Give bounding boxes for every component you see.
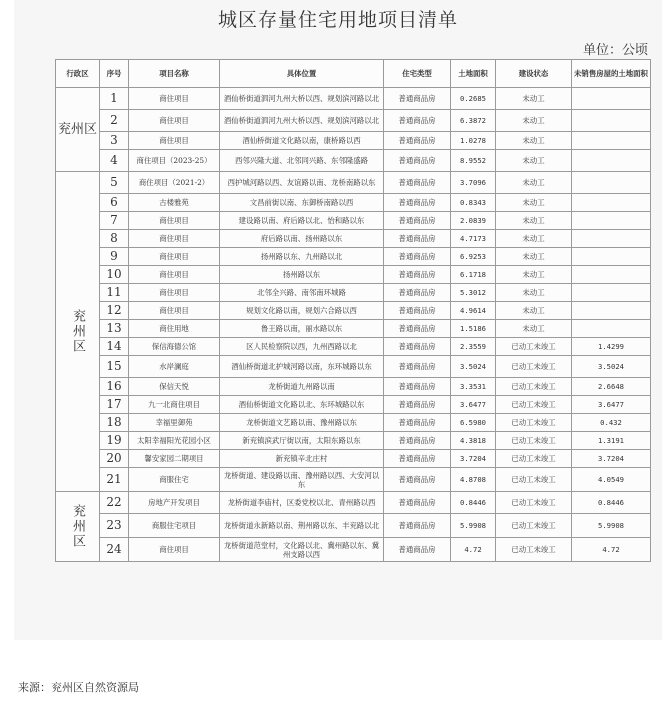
type-cell: 普通商品房 xyxy=(384,450,451,468)
unsold-area-cell: 1.4299 xyxy=(572,338,651,356)
table-row xyxy=(56,396,651,414)
region-cell: 兖州区 xyxy=(56,88,100,172)
header-unsold: 未销售房屋的土地面积 xyxy=(572,60,651,88)
location-cell: 酒仙桥街道泗河九州大桥以西、规划滨河路以北 xyxy=(220,110,384,132)
area-cell: 5.3012 xyxy=(451,284,496,302)
no-cell: 7 xyxy=(100,212,129,230)
area-cell: 4.3818 xyxy=(451,432,496,450)
header-area: 土地面积 xyxy=(451,60,496,88)
status-cell: 已动工未竣工 xyxy=(496,538,572,562)
unsold-area-cell xyxy=(572,248,651,266)
header-region: 行政区 xyxy=(56,60,100,88)
location-cell: 规划文化路以南，规划六合路以西 xyxy=(220,302,384,320)
table-row xyxy=(56,230,651,248)
status-cell: 已动工未竣工 xyxy=(496,492,572,514)
location-cell: 鲁王路以南，丽水路以东 xyxy=(220,320,384,338)
location-cell: 酒仙桥街道泗河九州大桥以西、规划滨河路以北 xyxy=(220,88,384,110)
table-row xyxy=(56,88,651,110)
no-cell: 17 xyxy=(100,396,129,414)
table-row xyxy=(56,110,651,132)
table-row xyxy=(56,414,651,432)
type-cell: 普通商品房 xyxy=(384,230,451,248)
area-cell: 3.5024 xyxy=(451,356,496,378)
type-cell: 普通商品房 xyxy=(384,514,451,538)
name-cell: 馨安家园二期项目 xyxy=(129,450,220,468)
area-cell: 6.5980 xyxy=(451,414,496,432)
location-cell: 文昌前街以南、东御桥南路以西 xyxy=(220,194,384,212)
location-cell: 龙桥街道范堂村，文化路以北、冀州路以东、冀州支路以西 xyxy=(220,538,384,562)
name-cell: 商住用地 xyxy=(129,320,220,338)
unsold-area-cell: 3.7204 xyxy=(572,450,651,468)
table-row xyxy=(56,320,651,338)
no-cell: 4 xyxy=(100,150,129,172)
type-cell: 普通商品房 xyxy=(384,212,451,230)
no-cell: 15 xyxy=(100,356,129,378)
status-cell: 未动工 xyxy=(496,284,572,302)
unsold-area-cell xyxy=(572,88,651,110)
name-cell: 商住项目 xyxy=(129,212,220,230)
name-cell: 商住项目 xyxy=(129,110,220,132)
name-cell: 商住项目 xyxy=(129,302,220,320)
location-cell: 北邻全兴路、南邻南环城路 xyxy=(220,284,384,302)
location-cell: 酒仙桥街道文化路以南，康桥路以西 xyxy=(220,132,384,150)
table-row xyxy=(56,356,651,378)
unsold-area-cell xyxy=(572,302,651,320)
type-cell: 普通商品房 xyxy=(384,132,451,150)
name-cell: 保信海德公馆 xyxy=(129,338,220,356)
status-cell: 未动工 xyxy=(496,248,572,266)
unsold-area-cell xyxy=(572,110,651,132)
status-cell: 未动工 xyxy=(496,88,572,110)
unsold-area-cell xyxy=(572,284,651,302)
table-row xyxy=(56,492,651,514)
status-cell: 未动工 xyxy=(496,266,572,284)
type-cell: 普通商品房 xyxy=(384,356,451,378)
no-cell: 10 xyxy=(100,266,129,284)
table-row xyxy=(56,432,651,450)
area-cell: 2.3559 xyxy=(451,338,496,356)
type-cell: 普通商品房 xyxy=(384,538,451,562)
status-cell: 未动工 xyxy=(496,230,572,248)
type-cell: 普通商品房 xyxy=(384,172,451,194)
table-header-row xyxy=(56,60,651,88)
status-cell: 已动工未竣工 xyxy=(496,414,572,432)
location-cell: 酒仙桥街道文化路以北、东环城路以东 xyxy=(220,396,384,414)
location-cell: 建设路以南、府后路以北、怡和路以东 xyxy=(220,212,384,230)
name-cell: 商服住宅项目 xyxy=(129,514,220,538)
type-cell: 普通商品房 xyxy=(384,88,451,110)
no-cell: 21 xyxy=(100,468,129,492)
unsold-area-cell xyxy=(572,172,651,194)
name-cell: 古楼雅苑 xyxy=(129,194,220,212)
name-cell: 保信天悦 xyxy=(129,378,220,396)
type-cell: 普通商品房 xyxy=(384,320,451,338)
type-cell: 普通商品房 xyxy=(384,194,451,212)
status-cell: 未动工 xyxy=(496,132,572,150)
area-cell: 4.9614 xyxy=(451,302,496,320)
no-cell: 16 xyxy=(100,378,129,396)
location-cell: 龙桥街道文艺路以南、豫州路以东 xyxy=(220,414,384,432)
no-cell: 11 xyxy=(100,284,129,302)
type-cell: 普通商品房 xyxy=(384,396,451,414)
status-cell: 未动工 xyxy=(496,302,572,320)
name-cell: 商住项目 xyxy=(129,248,220,266)
unsold-area-cell xyxy=(572,230,651,248)
type-cell: 普通商品房 xyxy=(384,150,451,172)
area-cell: 5.9908 xyxy=(451,514,496,538)
status-cell: 未动工 xyxy=(496,172,572,194)
type-cell: 普通商品房 xyxy=(384,378,451,396)
no-cell: 9 xyxy=(100,248,129,266)
table-row xyxy=(56,378,651,396)
type-cell: 普通商品房 xyxy=(384,432,451,450)
name-cell: 商住项目 xyxy=(129,132,220,150)
area-cell: 1.0278 xyxy=(451,132,496,150)
table-row xyxy=(56,514,651,538)
status-cell: 已动工未竣工 xyxy=(496,514,572,538)
area-cell: 0.8446 xyxy=(451,492,496,514)
name-cell: 水岸澜庭 xyxy=(129,356,220,378)
location-cell: 府后路以南、扬州路以东 xyxy=(220,230,384,248)
header-type: 住宅类型 xyxy=(384,60,451,88)
project-table xyxy=(55,59,651,562)
unsold-area-cell: 2.6648 xyxy=(572,378,651,396)
area-cell: 4.7173 xyxy=(451,230,496,248)
table-row xyxy=(56,194,651,212)
unsold-area-cell: 3.5024 xyxy=(572,356,651,378)
type-cell: 普通商品房 xyxy=(384,468,451,492)
name-cell: 商住项目 xyxy=(129,88,220,110)
area-cell: 4.72 xyxy=(451,538,496,562)
table-row xyxy=(56,212,651,230)
no-cell: 3 xyxy=(100,132,129,150)
unsold-area-cell: 1.3191 xyxy=(572,432,651,450)
table-row xyxy=(56,338,651,356)
table-row xyxy=(56,132,651,150)
name-cell: 商住项目 xyxy=(129,230,220,248)
table-row xyxy=(56,248,651,266)
type-cell: 普通商品房 xyxy=(384,302,451,320)
status-cell: 已动工未竣工 xyxy=(496,356,572,378)
table-row xyxy=(56,284,651,302)
no-cell: 8 xyxy=(100,230,129,248)
status-cell: 未动工 xyxy=(496,110,572,132)
name-cell: 九一北商住项目 xyxy=(129,396,220,414)
table-row xyxy=(56,150,651,172)
unsold-area-cell xyxy=(572,150,651,172)
status-cell: 已动工未竣工 xyxy=(496,378,572,396)
status-cell: 未动工 xyxy=(496,320,572,338)
no-cell: 19 xyxy=(100,432,129,450)
status-cell: 已动工未竣工 xyxy=(496,432,572,450)
unsold-area-cell xyxy=(572,266,651,284)
status-cell: 已动工未竣工 xyxy=(496,468,572,492)
location-cell: 扬州路以东 xyxy=(220,266,384,284)
type-cell: 普通商品房 xyxy=(384,110,451,132)
area-cell: 6.1718 xyxy=(451,266,496,284)
location-cell: 龙桥街道九州路以南 xyxy=(220,378,384,396)
no-cell: 14 xyxy=(100,338,129,356)
status-cell: 已动工未竣工 xyxy=(496,450,572,468)
no-cell: 2 xyxy=(100,110,129,132)
name-cell: 房地产开发项目 xyxy=(129,492,220,514)
area-cell: 6.9253 xyxy=(451,248,496,266)
location-cell: 酒仙桥街道北护城河路以南，东环城路以东 xyxy=(220,356,384,378)
location-cell: 区人民检察院以西，九州西路以北 xyxy=(220,338,384,356)
table-row xyxy=(56,266,651,284)
area-cell: 3.6477 xyxy=(451,396,496,414)
status-cell: 未动工 xyxy=(496,194,572,212)
unsold-area-cell xyxy=(572,194,651,212)
area-cell: 0.8343 xyxy=(451,194,496,212)
area-cell: 6.3872 xyxy=(451,110,496,132)
no-cell: 24 xyxy=(100,538,129,562)
location-cell: 新兖镇滨武厅街以南，太阳东路以东 xyxy=(220,432,384,450)
type-cell: 普通商品房 xyxy=(384,266,451,284)
area-cell: 0.2685 xyxy=(451,88,496,110)
region-cell: 兖州区 xyxy=(56,492,100,562)
no-cell: 18 xyxy=(100,414,129,432)
region-cell: 兖州区 xyxy=(56,172,100,492)
header-name: 项目名称 xyxy=(129,60,220,88)
area-cell: 1.5186 xyxy=(451,320,496,338)
name-cell: 商服住宅 xyxy=(129,468,220,492)
source-note: 来源：兖州区自然资源局 xyxy=(18,681,139,694)
name-cell: 商住项目（2023-25） xyxy=(129,150,220,172)
location-cell: 龙桥街道李庙村，区委党校以北、青州路以西 xyxy=(220,492,384,514)
area-cell: 2.0839 xyxy=(451,212,496,230)
unsold-area-cell: 3.6477 xyxy=(572,396,651,414)
area-cell: 3.3531 xyxy=(451,378,496,396)
no-cell: 12 xyxy=(100,302,129,320)
unsold-area-cell xyxy=(572,132,651,150)
page-title: 城区存量住宅用地项目清单 xyxy=(217,9,458,31)
type-cell: 普通商品房 xyxy=(384,248,451,266)
area-cell: 3.7204 xyxy=(451,450,496,468)
unsold-area-cell: 4.0549 xyxy=(572,468,651,492)
location-cell: 龙桥街道、建设路以南、豫州路以西、大安河以东 xyxy=(220,468,384,492)
area-cell: 8.9552 xyxy=(451,150,496,172)
status-cell: 未动工 xyxy=(496,212,572,230)
type-cell: 普通商品房 xyxy=(384,338,451,356)
status-cell: 已动工未竣工 xyxy=(496,338,572,356)
header-no: 序号 xyxy=(100,60,129,88)
location-cell: 西邻兴隆大道、北邻同兴路、东邻隆盛路 xyxy=(220,150,384,172)
name-cell: 商住项目 xyxy=(129,538,220,562)
unsold-area-cell xyxy=(572,212,651,230)
area-cell: 4.8708 xyxy=(451,468,496,492)
table-row xyxy=(56,538,651,562)
table-body xyxy=(56,88,651,562)
no-cell: 1 xyxy=(100,88,129,110)
name-cell: 商住项目 xyxy=(129,266,220,284)
table-row xyxy=(56,468,651,492)
unsold-area-cell: 5.9908 xyxy=(572,514,651,538)
name-cell: 幸福里御苑 xyxy=(129,414,220,432)
name-cell: 商住项目 xyxy=(129,284,220,302)
no-cell: 22 xyxy=(100,492,129,514)
table-row xyxy=(56,450,651,468)
type-cell: 普通商品房 xyxy=(384,414,451,432)
no-cell: 6 xyxy=(100,194,129,212)
status-cell: 未动工 xyxy=(496,150,572,172)
location-cell: 扬州路以东、九州路以北 xyxy=(220,248,384,266)
name-cell: 太阳幸福阳光花园小区 xyxy=(129,432,220,450)
header-location: 具体位置 xyxy=(220,60,384,88)
location-cell: 新兖镇辛北庄村 xyxy=(220,450,384,468)
unsold-area-cell xyxy=(572,320,651,338)
type-cell: 普通商品房 xyxy=(384,492,451,514)
location-cell: 龙桥街道永新路以南、荆州路以东、丰兖路以北 xyxy=(220,514,384,538)
unsold-area-cell: 0.8446 xyxy=(572,492,651,514)
unsold-area-cell: 0.432 xyxy=(572,414,651,432)
no-cell: 20 xyxy=(100,450,129,468)
header-status: 建设状态 xyxy=(496,60,572,88)
table-row xyxy=(56,172,651,194)
status-cell: 已动工未竣工 xyxy=(496,396,572,414)
no-cell: 5 xyxy=(100,172,129,194)
unit-label: 单位：公顷 xyxy=(582,43,648,58)
table-row xyxy=(56,302,651,320)
type-cell: 普通商品房 xyxy=(384,284,451,302)
no-cell: 13 xyxy=(100,320,129,338)
location-cell: 西护城河路以西、友谊路以南、龙桥南路以东 xyxy=(220,172,384,194)
no-cell: 23 xyxy=(100,514,129,538)
name-cell: 商住项目（2021-2） xyxy=(129,172,220,194)
area-cell: 3.7096 xyxy=(451,172,496,194)
unsold-area-cell: 4.72 xyxy=(572,538,651,562)
